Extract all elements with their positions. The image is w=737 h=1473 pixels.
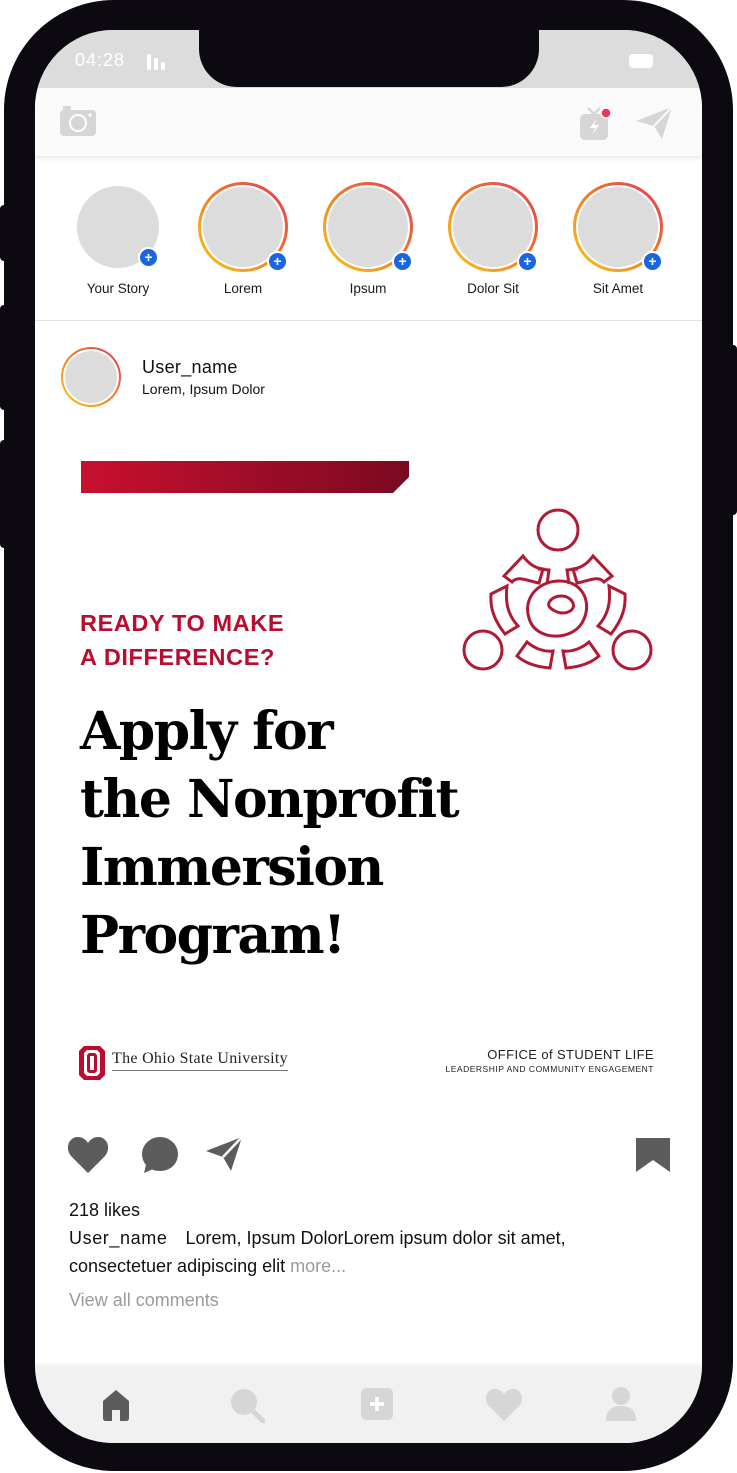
headline-line: Apply for xyxy=(80,701,333,762)
add-story-icon[interactable]: + xyxy=(138,247,159,268)
story-avatar xyxy=(323,182,413,272)
office-subline: LEADERSHIP AND COMMUNITY ENGAGEMENT xyxy=(445,1064,654,1074)
plus-icon: + xyxy=(642,251,663,272)
status-time: 04:28 xyxy=(75,50,126,70)
story-avatar xyxy=(448,182,538,272)
post-location[interactable]: Lorem, Ipsum Dolor xyxy=(142,381,265,397)
side-button xyxy=(0,205,8,261)
story-avatar xyxy=(573,182,663,272)
post-username[interactable]: User_name xyxy=(142,357,238,377)
post-actions xyxy=(35,1100,702,1200)
status-bar xyxy=(35,30,702,88)
eyebrow-line: READY TO MAKE xyxy=(80,610,285,636)
side-button xyxy=(0,305,8,410)
eyebrow-line: A DIFFERENCE? xyxy=(80,644,275,670)
side-button xyxy=(729,345,737,515)
eyebrow-text xyxy=(80,606,380,674)
headline-line: Immersion xyxy=(80,837,383,898)
notch xyxy=(199,30,539,87)
side-button xyxy=(0,440,8,548)
story-dolor-sit[interactable] xyxy=(438,182,548,296)
story-label: Your Story xyxy=(86,281,150,296)
community-network-icon xyxy=(461,508,655,686)
more-link[interactable]: more... xyxy=(290,1256,347,1276)
story-avatar xyxy=(198,182,288,272)
story-label: Lorem xyxy=(223,281,263,296)
post-header xyxy=(35,321,702,430)
screen xyxy=(35,30,702,1443)
plus-icon: + xyxy=(267,251,288,272)
battery-icon xyxy=(629,54,653,68)
story-lorem[interactable] xyxy=(188,182,298,296)
caption-username[interactable]: User_name xyxy=(69,1228,168,1248)
story-sit-amet[interactable] xyxy=(563,182,673,296)
red-banner-shape xyxy=(81,461,409,493)
comment-icon[interactable] xyxy=(141,1136,179,1174)
camera-icon[interactable] xyxy=(59,105,97,137)
osu-block-o-logo xyxy=(79,1046,105,1080)
caption-text: Lorem, Ipsum DolorLorem ipsum dolor sit amet, consectetuer adipiscing elit xyxy=(69,1228,566,1276)
plus-icon: + xyxy=(392,251,413,272)
tv-icon[interactable] xyxy=(578,106,612,142)
office-line: OFFICE of STUDENT LIFE xyxy=(487,1047,654,1062)
home-icon[interactable] xyxy=(100,1388,132,1422)
avatar[interactable] xyxy=(61,347,121,407)
university-name: The Ohio State University xyxy=(112,1050,288,1071)
add-post-icon[interactable] xyxy=(361,1388,393,1420)
story-your-story[interactable] xyxy=(63,182,173,296)
signal-icon xyxy=(147,54,171,70)
story-label: Sit Amet xyxy=(592,281,644,296)
post-caption xyxy=(69,1224,669,1280)
headline-line: Program! xyxy=(80,905,345,966)
headline-line: the Nonprofit xyxy=(80,769,459,830)
story-avatar xyxy=(77,186,159,268)
plus-icon: + xyxy=(517,251,538,272)
post-image[interactable] xyxy=(35,430,702,1100)
office-of-student-life xyxy=(446,1047,654,1074)
story-label: Ipsum xyxy=(349,281,387,296)
likes-count[interactable]: 218 likes xyxy=(69,1200,141,1220)
bottom-nav xyxy=(35,1366,702,1443)
paper-plane-icon[interactable] xyxy=(635,106,673,140)
heart-icon[interactable] xyxy=(485,1388,523,1422)
stories-row xyxy=(35,162,702,321)
story-ipsum[interactable] xyxy=(313,182,423,296)
top-bar xyxy=(35,88,702,156)
post-headline xyxy=(80,698,540,970)
bookmark-icon[interactable] xyxy=(636,1138,670,1172)
search-icon[interactable] xyxy=(229,1387,265,1423)
story-label: Dolor Sit xyxy=(467,281,519,296)
share-icon[interactable] xyxy=(205,1136,243,1172)
heart-icon[interactable] xyxy=(67,1136,109,1174)
view-comments-link[interactable]: View all comments xyxy=(69,1290,219,1310)
profile-icon[interactable] xyxy=(605,1386,637,1422)
